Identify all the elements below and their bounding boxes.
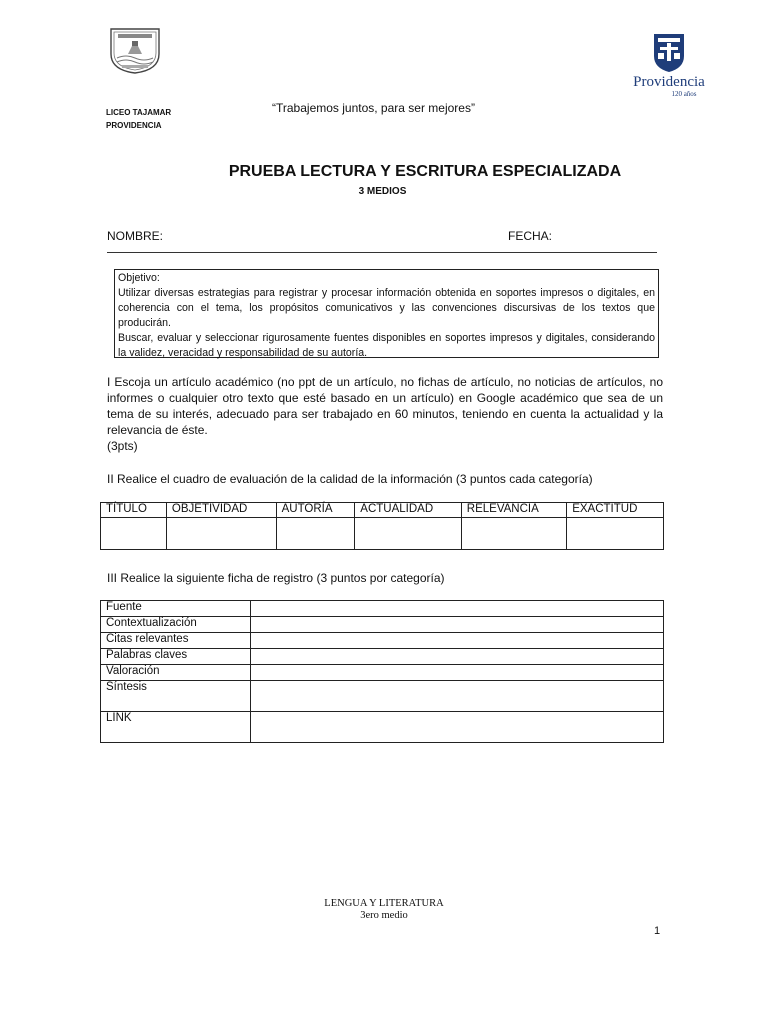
eval-header-objetividad: OBJETIVIDAD [166, 503, 276, 518]
ficha-cell-citas[interactable] [251, 633, 664, 649]
evaluation-answer-row [101, 518, 664, 550]
eval-cell-autoria[interactable] [276, 518, 355, 550]
ficha-cell-contextualizacion[interactable] [251, 617, 664, 633]
exam-title: PRUEBA LECTURA Y ESCRITURA ESPECIALIZADA [228, 163, 622, 180]
ficha-label-fuente: Fuente [101, 601, 251, 617]
eval-header-actualidad: ACTUALIDAD [355, 503, 462, 518]
eval-cell-objetividad[interactable] [166, 518, 276, 550]
fecha-label: FECHA: [508, 229, 553, 243]
ficha-cell-sintesis[interactable] [251, 681, 664, 712]
ficha-cell-palabras[interactable] [251, 649, 664, 665]
providencia-logo-subtext: 120 años [671, 90, 697, 98]
section-1-points: (3pts) [107, 439, 138, 453]
footer-grade: 3ero medio [360, 910, 408, 921]
eval-cell-exactitud[interactable] [567, 518, 664, 550]
ficha-cell-valoracion[interactable] [251, 665, 664, 681]
eval-cell-relevancia[interactable] [461, 518, 566, 550]
registration-table [100, 600, 664, 743]
objective-paragraph-2: Buscar, evaluar y seleccionar rigurosamente fuentes disponibles en soportes impresos y digitales, considerando la validez, veracidad y responsabilidad de su autoría. [118, 332, 655, 359]
objective-heading: Objetivo: [118, 272, 160, 284]
evaluation-table [100, 502, 664, 550]
eval-header-titulo: TÍTULO [101, 503, 167, 518]
table-row [101, 681, 664, 712]
table-row [101, 601, 664, 617]
footer-subject: LENGUA Y LITERATURA [324, 898, 444, 909]
exam-subtitle: 3 MEDIOS [358, 186, 407, 197]
table-row [101, 649, 664, 665]
school-motto: “Trabajemos juntos, para ser mejores” [272, 101, 475, 115]
section-1 [107, 374, 663, 454]
ficha-label-link: LINK [101, 712, 251, 743]
ficha-label-sintesis: Síntesis [101, 681, 251, 712]
objective-box [114, 269, 659, 358]
eval-header-autoria: AUTORÍA [276, 503, 355, 518]
ficha-cell-fuente[interactable] [251, 601, 664, 617]
ficha-label-valoracion: Valoración [101, 665, 251, 681]
name-underline [107, 252, 657, 253]
nombre-label: NOMBRE: [107, 229, 164, 243]
school-name-line1: LICEO TAJAMAR [106, 108, 172, 117]
providencia-logo-text: Providencia [633, 74, 705, 90]
page-number: 1 [654, 925, 661, 937]
table-row [101, 712, 664, 743]
school-crest-logo [108, 26, 162, 74]
ficha-label-contextualizacion: Contextualización [101, 617, 251, 633]
section-2-instructions: II Realice el cuadro de evaluación de la calidad de la información (3 puntos cada categoría) [107, 472, 593, 486]
school-name [106, 106, 171, 132]
eval-cell-actualidad[interactable] [355, 518, 462, 550]
eval-cell-titulo[interactable] [101, 518, 167, 550]
school-name-line2: PROVIDENCIA [106, 121, 162, 130]
section-3-instructions: III Realice la siguiente ficha de registro (3 puntos por categoría) [107, 571, 445, 585]
eval-header-relevancia: RELEVANCIA [461, 503, 566, 518]
objective-paragraph-1: Utilizar diversas estrategias para registrar y procesar información obtenida en soportes impresos o digitales, en coherencia con el tema, los propósitos comunicativos y las convenciones discursivas de los textos que producirán. [118, 287, 655, 329]
providencia-logo [624, 30, 714, 98]
page-footer [0, 898, 768, 922]
table-row [101, 665, 664, 681]
section-1-instructions: I Escoja un artículo académico (no ppt de un artículo, no fichas de artículo, no noticias de artículos, no informes o cualquier otro texto que esté basado en un artículo) en Google académico que sea de un tema de su interés, adecuado para ser trabajado en 60 minutos, teniendo en cuenta la actualidad y la relevancia de éste. [107, 375, 663, 437]
table-row [101, 633, 664, 649]
ficha-cell-link[interactable] [251, 712, 664, 743]
table-row [101, 617, 664, 633]
ficha-label-citas: Citas relevantes [101, 633, 251, 649]
eval-header-exactitud: EXACTITUD [567, 503, 664, 518]
ficha-label-palabras: Palabras claves [101, 649, 251, 665]
evaluation-header-row [101, 503, 664, 518]
